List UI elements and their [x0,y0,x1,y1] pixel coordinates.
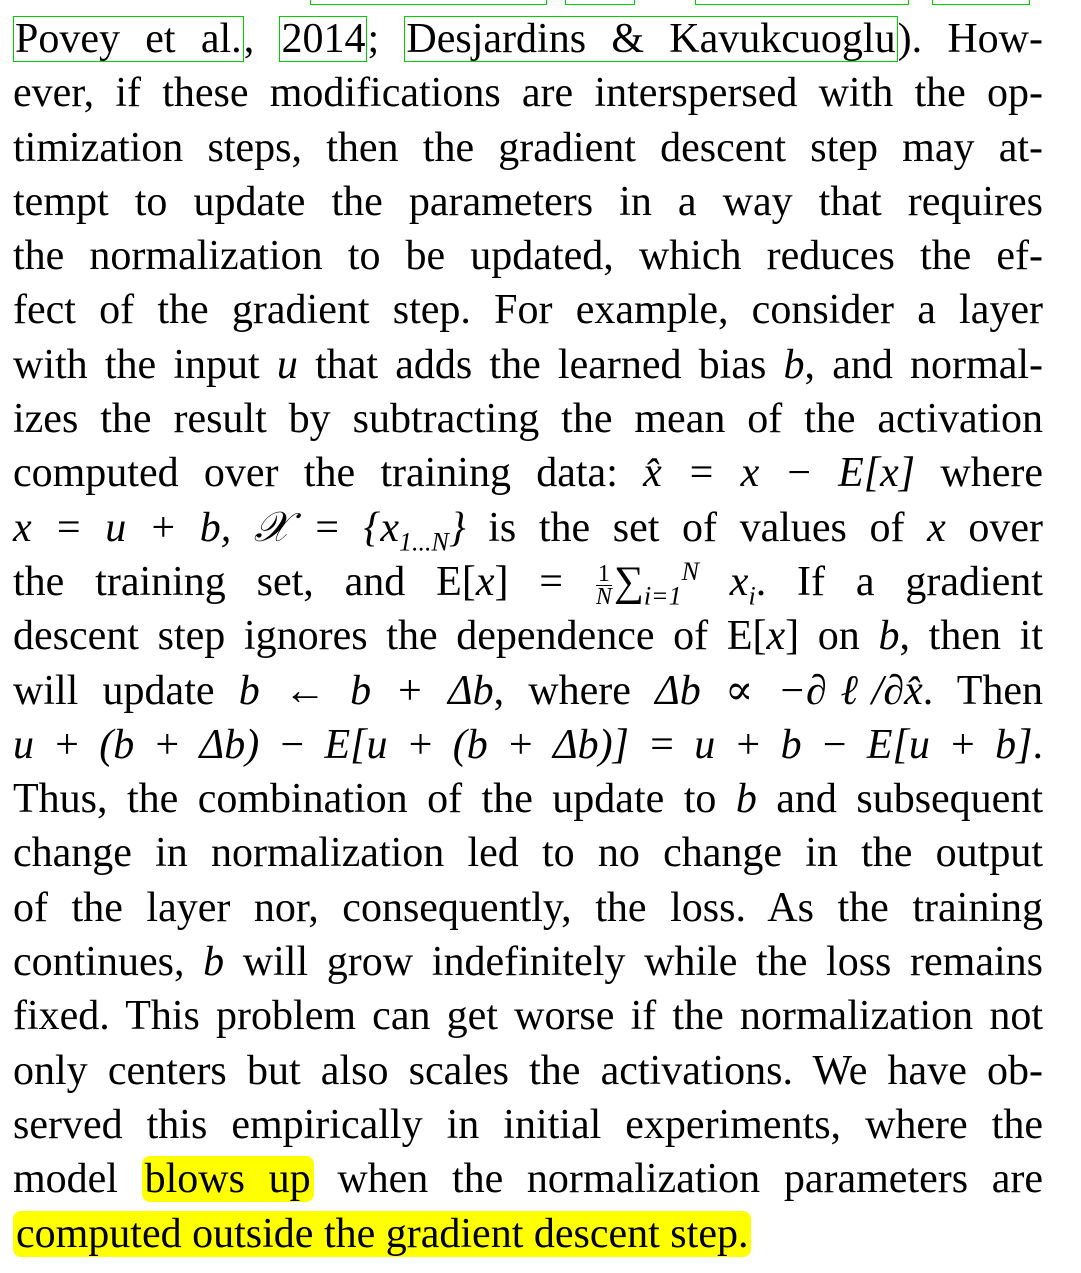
text-line [13,935,1043,989]
text-run: . Then [922,667,1043,714]
previous-line-citation-fragments [310,0,1040,6]
text-run: served this empirically in initial experiments, where the [13,1101,1043,1148]
text-run: , and normal- [804,341,1043,388]
text-run: ; [367,16,405,62]
citation-link[interactable]: Povey et al. [15,16,242,62]
math-expression: b [735,776,757,823]
math-expression: b [878,613,900,660]
text-run: , [243,16,280,62]
text-run: timization steps, then the gradient descent step may at- [13,124,1043,171]
text-line [13,664,1043,718]
math-expression: b [783,341,805,388]
math-superscript: N [681,556,699,586]
highlighted-text: blows up [142,1156,314,1202]
text-run: descent step ignores the dependence of E[ [13,613,767,660]
text-run: the normalization to be updated, which reduces the ef- [13,233,1043,280]
text-run: . If a gradient [755,558,1043,605]
text-line [13,229,1043,283]
text-run: Thus, the combination of the update to [13,776,736,823]
math-expression: } [448,504,466,551]
math-expression: x = u + b, 𝒳 = {x [13,504,399,551]
text-run: ever, if these modifications are interspersed with the op- [13,70,1043,117]
text-run: fect of the gradient step. For example, consider a layer [13,287,1043,334]
text-line [13,175,1043,229]
text-run: ). How- [897,16,1043,62]
text-line [13,12,1043,66]
text-run: fixed. This problem can get worse if the normalization not [13,993,1043,1040]
highlighted-text: computed outside the gradient descent step. [13,1211,751,1257]
text-run: will update [13,667,239,714]
citation-box-fragment [310,0,547,5]
math-expression: x̂ = x − E[x] [643,450,916,497]
text-run: izes the result by subtracting the mean of the activation [13,396,1043,443]
fraction-denominator: N [595,583,612,610]
text-line [13,609,1043,663]
text-run: computed over the training data: [13,450,644,497]
text-run: change in normalization led to no change in the output [13,830,1043,877]
text-line [13,338,1043,392]
citation-box-fragment [565,0,635,5]
math-subscript: i [748,581,756,611]
fraction [595,560,612,610]
text-line [13,446,1043,500]
text-run: ∑ [613,558,644,605]
text-run: over [945,504,1043,551]
text-line [13,392,1043,446]
text-line [13,283,1043,337]
citation-link[interactable]: 2014 [281,16,366,62]
text-line [13,718,1043,772]
text-line [13,1207,1043,1261]
text-line [13,555,1043,609]
math-expression: Δb ∝ −∂ℓ/∂x̂ [655,667,923,714]
text-line [13,772,1043,826]
math-subscript: i=1 [643,581,682,611]
text-run: when the normalization parameters are [313,1156,1043,1203]
text-run: with the input [13,341,277,388]
math-expression: x [698,558,749,605]
text-line [13,501,1043,555]
fraction-numerator: 1 [596,563,612,586]
math-expression: u + (b + Δb) − E[u + (b + Δb)] = u + b − E[u + b] [13,721,1033,768]
text-run: , then it [899,613,1043,660]
text-run: tempt to update the parameters in a way that requires [13,178,1043,225]
text-line [13,66,1043,120]
text-line [13,121,1043,175]
math-expression: x [927,504,946,551]
text-line [13,881,1043,935]
text-run: is the set of values of [465,504,928,551]
citation-link[interactable]: Desjardins & Kavukcuoglu [406,16,896,62]
text-run: and subsequent [756,776,1043,823]
text-line [13,1044,1043,1098]
text-line [13,1152,1043,1206]
text-run: will grow indefinitely while the loss remains [224,939,1044,986]
text-run: ] on [785,613,879,660]
math-expression: x [766,613,786,660]
math-expression: u [276,341,298,388]
math-expression: x [475,558,495,605]
math-expression: b ← b + Δb [238,667,494,714]
text-run: where [915,450,1043,497]
text-run: . [1032,721,1043,768]
text-run: continues, [13,939,204,986]
math-expression: b [203,939,225,986]
paper-paragraph [13,12,1043,1261]
math-subscript: 1...N [398,527,449,557]
text-run: of the layer nor, consequently, the loss. As the training [13,884,1043,931]
citation-box-fragment [695,0,909,5]
text-line [13,1098,1043,1152]
text-line [13,826,1043,880]
text-run: model [13,1156,142,1203]
text-run: only centers but also scales the activations. We have ob- [13,1047,1043,1094]
text-run: , where [493,667,656,714]
text-run: the training set, and E[ [13,558,476,605]
text-run: ] = [494,558,594,605]
citation-box-fragment [932,0,1030,5]
text-run: that adds the learned bias [297,341,784,388]
text-line [13,989,1043,1043]
